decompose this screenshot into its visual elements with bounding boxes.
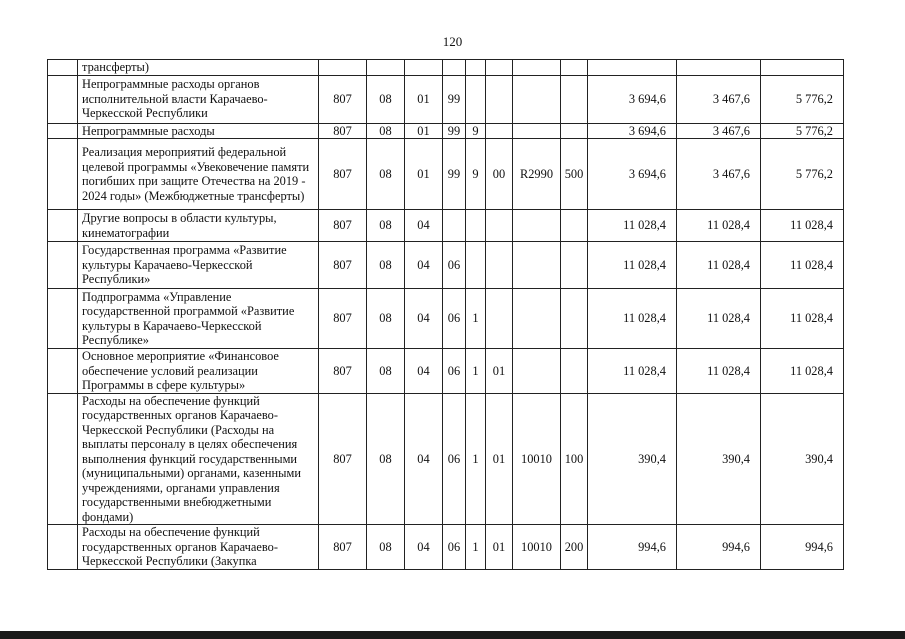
cell-razdel: 08 (367, 75, 405, 123)
cell-measure (486, 75, 513, 123)
cell-razdel: 08 (367, 349, 405, 394)
cell-amount-year-3: 11 028,4 (761, 289, 844, 349)
table-row (48, 289, 844, 349)
page-bottom-edge (0, 631, 905, 639)
cell-amount-year-1 (588, 60, 677, 76)
cell-expense-name: Расходы на обеспечение функций государственных органов Карачаево-Черкесской Республики (Закупка (78, 525, 319, 570)
cell-measure (486, 123, 513, 139)
table-row (48, 349, 844, 394)
cell-expense-type: 100 (561, 393, 588, 525)
cell-vedomstvo: 807 (319, 393, 367, 525)
cell-program: 06 (443, 525, 466, 570)
cell-razdel: 08 (367, 393, 405, 525)
cell-row-number (48, 349, 78, 394)
cell-expense-name: Непрограммные расходы органов исполнительной власти Карачаево-Черкесской Республики (78, 75, 319, 123)
cell-program: 99 (443, 123, 466, 139)
cell-vedomstvo: 807 (319, 139, 367, 210)
cell-direction: 10010 (513, 525, 561, 570)
cell-amount-year-1: 11 028,4 (588, 289, 677, 349)
cell-subprogram: 1 (466, 393, 486, 525)
cell-amount-year-2: 994,6 (677, 525, 761, 570)
budget-table (47, 59, 844, 570)
cell-amount-year-1: 3 694,6 (588, 139, 677, 210)
cell-podrazdel: 04 (405, 289, 443, 349)
cell-expense-name: Основное мероприятие «Финансовое обеспечение условий реализации Программы в сфере культуры» (78, 349, 319, 394)
cell-subprogram (466, 242, 486, 289)
table-row (48, 242, 844, 289)
cell-vedomstvo: 807 (319, 349, 367, 394)
cell-row-number (48, 75, 78, 123)
cell-expense-name: Непрограммные расходы (78, 123, 319, 139)
cell-measure: 01 (486, 349, 513, 394)
cell-subprogram: 9 (466, 123, 486, 139)
cell-program: 06 (443, 242, 466, 289)
cell-amount-year-2: 11 028,4 (677, 210, 761, 242)
page-number: 120 (442, 34, 463, 49)
cell-direction: R2990 (513, 139, 561, 210)
cell-podrazdel: 01 (405, 123, 443, 139)
table-row (48, 75, 844, 123)
cell-expense-type (561, 123, 588, 139)
cell-direction (513, 123, 561, 139)
cell-program: 06 (443, 393, 466, 525)
cell-podrazdel: 04 (405, 525, 443, 570)
cell-amount-year-1: 11 028,4 (588, 349, 677, 394)
cell-amount-year-1: 3 694,6 (588, 123, 677, 139)
cell-measure: 00 (486, 139, 513, 210)
cell-amount-year-3: 5 776,2 (761, 123, 844, 139)
cell-podrazdel: 04 (405, 242, 443, 289)
cell-program: 06 (443, 349, 466, 394)
cell-measure (486, 60, 513, 76)
cell-measure (486, 242, 513, 289)
cell-amount-year-3: 390,4 (761, 393, 844, 525)
cell-razdel: 08 (367, 289, 405, 349)
cell-subprogram: 1 (466, 349, 486, 394)
cell-podrazdel: 04 (405, 349, 443, 394)
cell-program (443, 210, 466, 242)
cell-direction (513, 349, 561, 394)
table-row (48, 393, 844, 525)
cell-amount-year-2: 390,4 (677, 393, 761, 525)
cell-row-number (48, 60, 78, 76)
cell-row-number (48, 210, 78, 242)
cell-vedomstvo: 807 (319, 525, 367, 570)
cell-direction (513, 60, 561, 76)
cell-subprogram (466, 60, 486, 76)
cell-subprogram: 1 (466, 525, 486, 570)
cell-amount-year-3: 11 028,4 (761, 349, 844, 394)
cell-podrazdel: 01 (405, 139, 443, 210)
cell-subprogram: 9 (466, 139, 486, 210)
cell-direction (513, 242, 561, 289)
cell-expense-type (561, 349, 588, 394)
cell-vedomstvo: 807 (319, 123, 367, 139)
cell-amount-year-1: 390,4 (588, 393, 677, 525)
cell-amount-year-3: 5 776,2 (761, 139, 844, 210)
cell-amount-year-1: 11 028,4 (588, 210, 677, 242)
cell-razdel (367, 60, 405, 76)
cell-subprogram: 1 (466, 289, 486, 349)
cell-expense-name: Расходы на обеспечение функций государственных органов Карачаево-Черкесской Республики (Расходы на выплаты персоналу в целях обеспечения выполнения функций государственными (муниципальными) органами, казенными учреждениями, органами управления государственными внебюджетными фондами) (78, 393, 319, 525)
cell-measure: 01 (486, 525, 513, 570)
cell-podrazdel: 01 (405, 75, 443, 123)
cell-expense-name: трансферты) (78, 60, 319, 76)
cell-expense-type (561, 75, 588, 123)
cell-razdel: 08 (367, 123, 405, 139)
cell-direction: 10010 (513, 393, 561, 525)
cell-vedomstvo: 807 (319, 75, 367, 123)
cell-measure: 01 (486, 393, 513, 525)
cell-expense-type: 200 (561, 525, 588, 570)
cell-expense-type (561, 210, 588, 242)
cell-expense-type (561, 60, 588, 76)
cell-measure (486, 210, 513, 242)
table-row (48, 139, 844, 210)
cell-expense-name: Реализация мероприятий федеральной целевой программы «Увековечение памяти погибших при защите Отечества на 2019 - 2024 годы» (Межбюджетные трансферты) (78, 139, 319, 210)
cell-razdel: 08 (367, 139, 405, 210)
cell-direction (513, 75, 561, 123)
cell-row-number (48, 289, 78, 349)
cell-row-number (48, 525, 78, 570)
table-row (48, 525, 844, 570)
cell-amount-year-2: 3 467,6 (677, 123, 761, 139)
cell-amount-year-1: 994,6 (588, 525, 677, 570)
cell-program (443, 60, 466, 76)
cell-expense-type (561, 289, 588, 349)
table-row (48, 60, 844, 76)
cell-program: 06 (443, 289, 466, 349)
cell-amount-year-2: 3 467,6 (677, 139, 761, 210)
cell-vedomstvo (319, 60, 367, 76)
cell-amount-year-2: 3 467,6 (677, 75, 761, 123)
cell-row-number (48, 139, 78, 210)
cell-expense-name: Подпрограмма «Управление государственной программой «Развитие культуры в Карачаево-Черкесской Республике» (78, 289, 319, 349)
table-row (48, 123, 844, 139)
cell-razdel: 08 (367, 525, 405, 570)
cell-measure (486, 289, 513, 349)
cell-subprogram (466, 210, 486, 242)
cell-row-number (48, 393, 78, 525)
cell-amount-year-2: 11 028,4 (677, 242, 761, 289)
cell-podrazdel: 04 (405, 210, 443, 242)
cell-podrazdel: 04 (405, 393, 443, 525)
cell-program: 99 (443, 75, 466, 123)
cell-amount-year-2: 11 028,4 (677, 349, 761, 394)
cell-vedomstvo: 807 (319, 210, 367, 242)
cell-amount-year-3: 5 776,2 (761, 75, 844, 123)
cell-vedomstvo: 807 (319, 242, 367, 289)
cell-program: 99 (443, 139, 466, 210)
cell-subprogram (466, 75, 486, 123)
cell-vedomstvo: 807 (319, 289, 367, 349)
cell-amount-year-2: 11 028,4 (677, 289, 761, 349)
cell-expense-type (561, 242, 588, 289)
table-row (48, 210, 844, 242)
cell-amount-year-2 (677, 60, 761, 76)
cell-amount-year-1: 11 028,4 (588, 242, 677, 289)
cell-amount-year-3: 994,6 (761, 525, 844, 570)
cell-razdel: 08 (367, 210, 405, 242)
cell-podrazdel (405, 60, 443, 76)
cell-amount-year-3: 11 028,4 (761, 210, 844, 242)
cell-razdel: 08 (367, 242, 405, 289)
cell-amount-year-1: 3 694,6 (588, 75, 677, 123)
cell-amount-year-3 (761, 60, 844, 76)
cell-expense-name: Государственная программа «Развитие культуры Карачаево-Черкесской Республики» (78, 242, 319, 289)
cell-expense-type: 500 (561, 139, 588, 210)
cell-expense-name: Другие вопросы в области культуры, кинематографии (78, 210, 319, 242)
cell-direction (513, 210, 561, 242)
cell-direction (513, 289, 561, 349)
cell-amount-year-3: 11 028,4 (761, 242, 844, 289)
cell-row-number (48, 242, 78, 289)
cell-row-number (48, 123, 78, 139)
